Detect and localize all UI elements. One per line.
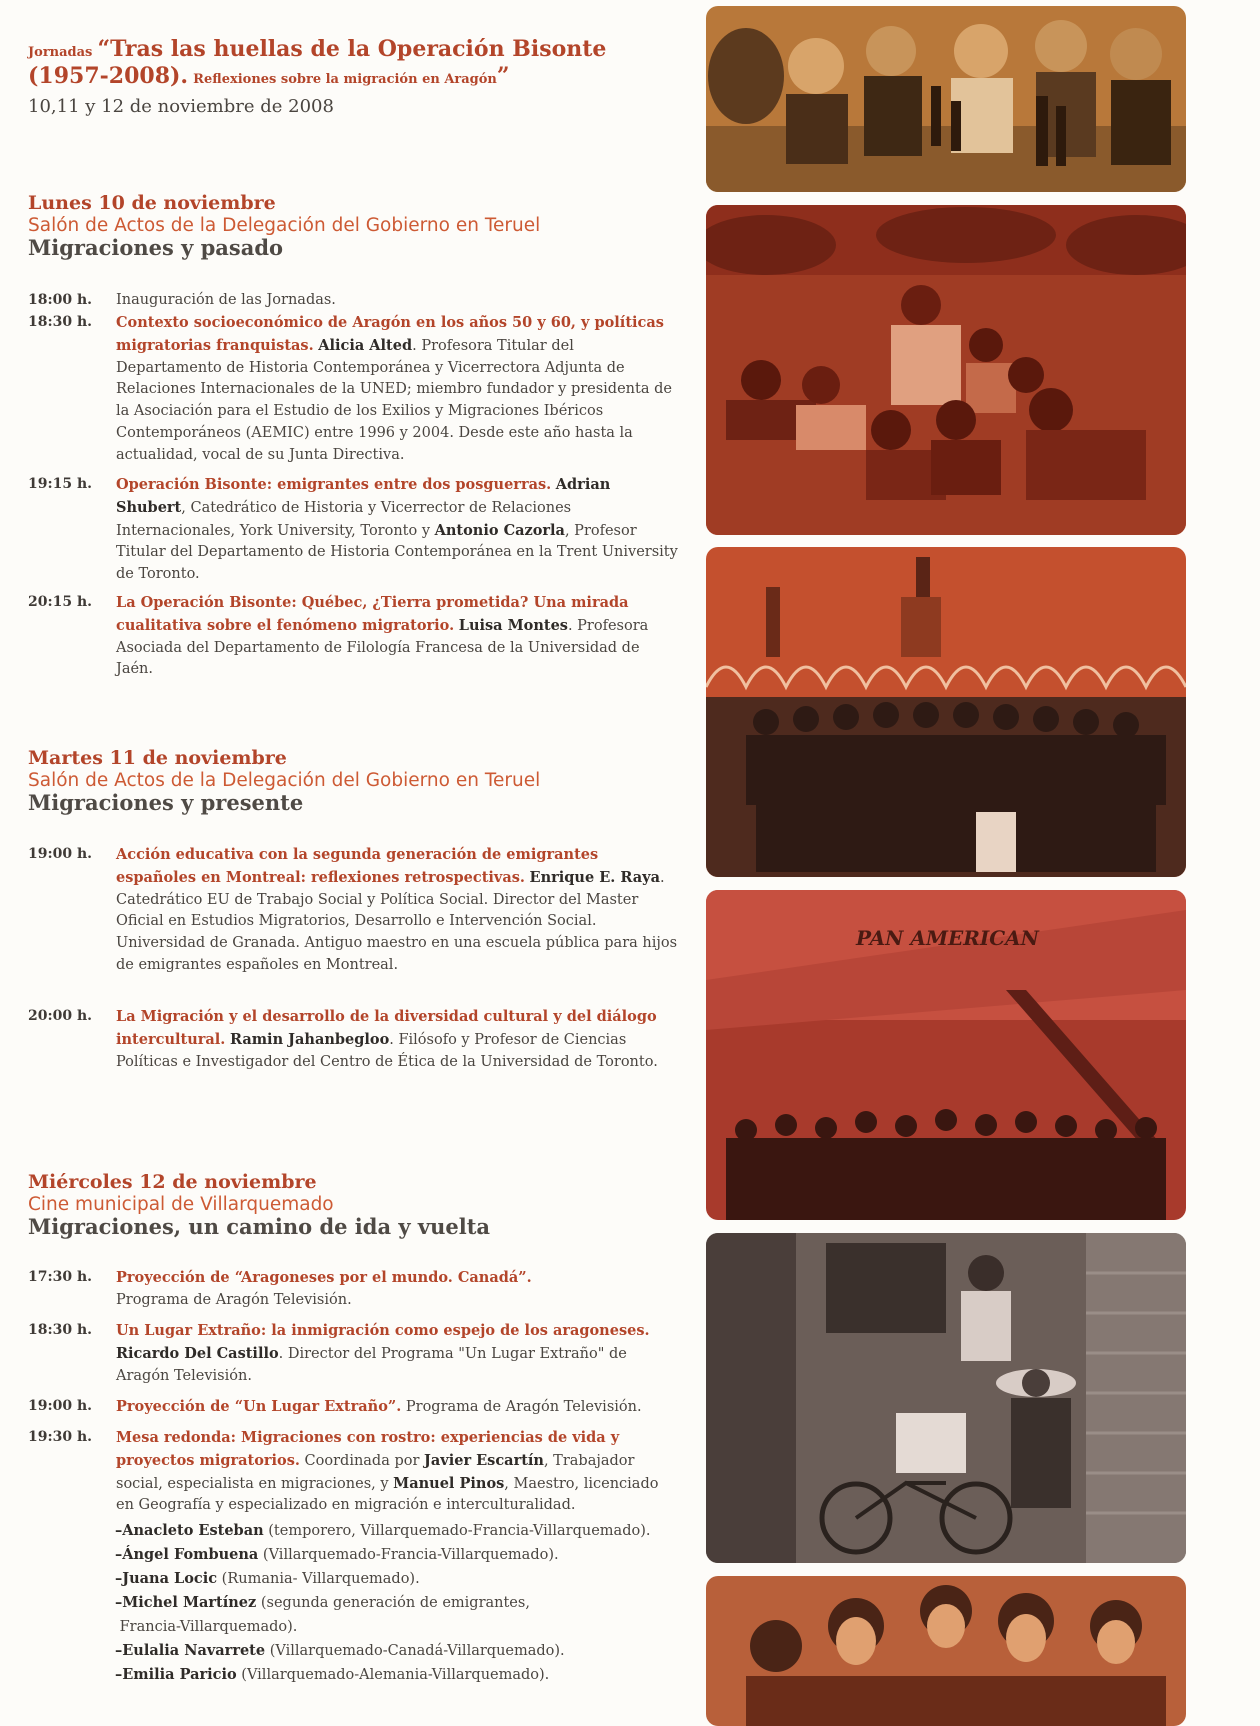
jornadas-label: Jornadas — [28, 45, 93, 60]
participant-detail: Francia-Villarquemado). — [119, 1619, 298, 1635]
session-title: La Operación Bisonte: Québec, ¿Tierra prometida? Una mirada cualitativa sobre el fenómeno migratorio. — [116, 594, 629, 634]
participant-name: –Anacleto Esteban — [115, 1522, 264, 1539]
session-item — [28, 1320, 678, 1387]
session-description: , Profesor Titular del Departamento de Historia Contemporánea en la Trent University de Toronto. — [116, 522, 678, 583]
participants-list — [115, 1519, 695, 1687]
participant-item — [115, 1519, 695, 1543]
participant-item — [115, 1543, 695, 1567]
participant-detail: (Villarquemado-Alemania-Villarquemado). — [236, 1667, 550, 1683]
session-item — [28, 1396, 678, 1419]
session-body — [116, 1006, 678, 1073]
session-description: . Catedrático EU de Trabajo Social y Política Social. Director del Master Oficial en Estudios Migratorios, Desarrollo e Intervención Social. Universidad de Granada. Antiguo maestro en una escuela pública para hijos de emigrantes españoles en Montreal. — [116, 869, 678, 973]
day-theme: Migraciones y pasado — [28, 235, 284, 261]
moderator-name: Manuel Pinos — [393, 1474, 505, 1492]
participant-detail: (Rumania- Villarquemado). — [217, 1571, 420, 1587]
session-time: 19:15 h. — [28, 476, 93, 492]
event-subtitle: Reflexiones sobre la migración en Aragón — [193, 71, 497, 87]
session-description: . Profesora Titular del Departamento de Historia Contemporánea y Vicerrectora Adjunta de Relaciones Internacionales de la UNED; miembro fundador y presidenta de la Asociación para el Estudio de los Exilios y Migraciones Ibéricos Contemporáneos (AEMIC) entre 1996 y 2004. Desde este año hasta la actualidad, vocal de su Junta Directiva. — [116, 337, 672, 463]
participant-name: –Emilia Paricio — [115, 1666, 237, 1683]
session-time: 18:30 h. — [28, 314, 93, 330]
session-item — [28, 1427, 678, 1517]
session-title: Proyección de “Un Lugar Extraño”. — [116, 1398, 402, 1415]
session-item — [28, 1267, 678, 1312]
day-theme: Migraciones y presente — [28, 790, 304, 816]
session-item — [28, 844, 678, 977]
speaker-name: Alicia Alted — [318, 336, 413, 354]
participant-name: –Ángel Fombuena — [115, 1546, 259, 1563]
plane-sign: PAN AMERICAN — [856, 926, 1039, 950]
participant-detail: (Villarquemado-Francia-Villarquemado). — [258, 1547, 559, 1563]
session-time: 19:00 h. — [28, 1398, 93, 1414]
session-description: Coordinada por — [299, 1452, 420, 1469]
photo-group-fountain — [706, 547, 1186, 877]
session-description: Programa de Aragón Televisión. — [401, 1399, 642, 1415]
day-heading-tuesday — [28, 748, 688, 815]
session-body — [116, 474, 678, 586]
session-title: Proyección de “Aragoneses por el mundo. Canadá”. — [116, 1269, 532, 1286]
participant-name: –Eulalia Navarrete — [115, 1642, 266, 1659]
session-item — [28, 290, 678, 312]
speaker-name: Adrian Shubert — [116, 476, 611, 516]
day-name: Martes 11 de noviembre — [28, 747, 287, 769]
session-item — [28, 1006, 678, 1073]
session-time: 19:30 h. — [28, 1429, 93, 1445]
session-description: , Maestro, licenciado en Geografía y especializado en migración e interculturalidad. — [116, 1475, 659, 1514]
speaker-name: Antonio Cazorla — [434, 521, 565, 539]
session-body — [116, 1396, 678, 1419]
session-description: , Catedrático de Historia y Vicerrector de Relaciones Internacionales, York University, Toronto y — [116, 499, 572, 539]
session-item — [28, 592, 678, 681]
participant-detail: (temporero, Villarquemado-Francia-Villarquemado). — [263, 1523, 651, 1539]
session-description: . Profesora Asociada del Departamento de Filología Francesa de la Universidad de Jaén. — [116, 617, 649, 678]
session-description: . Filósofo y Profesor de Ciencias Políticas e Investigador del Centro de Ética de la Universidad de Toronto. — [116, 1031, 658, 1070]
session-time: 20:00 h. — [28, 1008, 93, 1024]
participant-item — [115, 1663, 695, 1687]
session-title: Contexto socioeconómico de Aragón en los años 50 y 60, y políticas migratorias franquistas. — [116, 314, 664, 354]
session-time: 17:30 h. — [28, 1269, 93, 1285]
participant-item — [115, 1591, 695, 1639]
participant-name: –Juana Locic — [115, 1570, 218, 1587]
session-time: 20:15 h. — [28, 594, 93, 610]
day-venue: Salón de Actos de la Delegación del Gobierno en Teruel — [28, 769, 541, 791]
day-venue: Cine municipal de Villarquemado — [28, 1193, 334, 1215]
session-body — [116, 1320, 678, 1387]
speaker-name: Enrique E. Raya — [529, 868, 660, 886]
event-header — [28, 36, 688, 118]
event-title: “Tras las huellas de la Operación Bisonte — [97, 36, 607, 62]
photo-man-with-bicycle — [706, 1233, 1186, 1563]
session-title: Mesa redonda: Migraciones con rostro: experiencias de vida y proyectos migratorios. — [116, 1429, 620, 1469]
session-text: Inauguración de las Jornadas. — [116, 292, 336, 308]
session-description: , Trabajador social, especialista en migraciones, y — [116, 1452, 635, 1492]
session-title: Acción educativa con la segunda generación de emigrantes españoles en Montreal: reflexiones retrospectivas. — [116, 846, 599, 886]
session-body — [116, 312, 678, 467]
session-body — [116, 844, 678, 977]
session-body — [116, 1267, 678, 1312]
event-years: (1957-2008). — [28, 62, 189, 89]
session-description: . Director del Programa "Un Lugar Extraño" de Aragón Televisión. — [116, 1345, 627, 1384]
photo-pan-american-boarding — [706, 890, 1186, 1220]
day-theme: Migraciones, un camino de ida y vuelta — [28, 1214, 491, 1240]
session-body — [116, 592, 678, 681]
speaker-name: Ramin Jahanbegloo — [229, 1030, 390, 1048]
photo-group-meadow — [706, 205, 1186, 535]
event-dates: 10,11 y 12 de noviembre de 2008 — [28, 95, 334, 117]
session-time: 18:30 h. — [28, 1322, 93, 1338]
day-venue: Salón de Actos de la Delegación del Gobierno en Teruel — [28, 214, 541, 236]
session-title: Un Lugar Extraño: la inmigración como espejo de los aragoneses. — [116, 1322, 650, 1339]
session-item — [28, 312, 678, 467]
session-title: La Migración y el desarrollo de la diversidad cultural y del diálogo intercultural. — [116, 1008, 657, 1048]
participant-item — [115, 1567, 695, 1591]
session-time: 19:00 h. — [28, 846, 93, 862]
participant-item — [115, 1639, 695, 1663]
session-body — [116, 1427, 678, 1517]
participant-name: –Michel Martínez — [115, 1594, 257, 1611]
speaker-name: Luisa Montes — [458, 616, 568, 634]
day-heading-monday — [28, 193, 688, 260]
session-time: 18:00 h. — [28, 292, 93, 308]
day-name: Lunes 10 de noviembre — [28, 192, 276, 214]
session-description: Programa de Aragón Televisión. — [116, 1291, 352, 1308]
close-quote: ” — [496, 62, 510, 89]
session-item — [28, 474, 678, 586]
participant-detail: (Villarquemado-Canadá-Villarquemado). — [265, 1643, 565, 1659]
day-name: Miércoles 12 de noviembre — [28, 1171, 317, 1193]
photo-family-table — [706, 6, 1186, 192]
moderator-name: Javier Escartín — [424, 1451, 544, 1469]
day-heading-wednesday — [28, 1172, 688, 1239]
speaker-name: Ricardo Del Castillo — [116, 1344, 279, 1362]
session-title: Operación Bisonte: emigrantes entre dos posguerras. — [116, 476, 552, 493]
participant-detail: (segunda generación de emigrantes, — [256, 1595, 530, 1611]
